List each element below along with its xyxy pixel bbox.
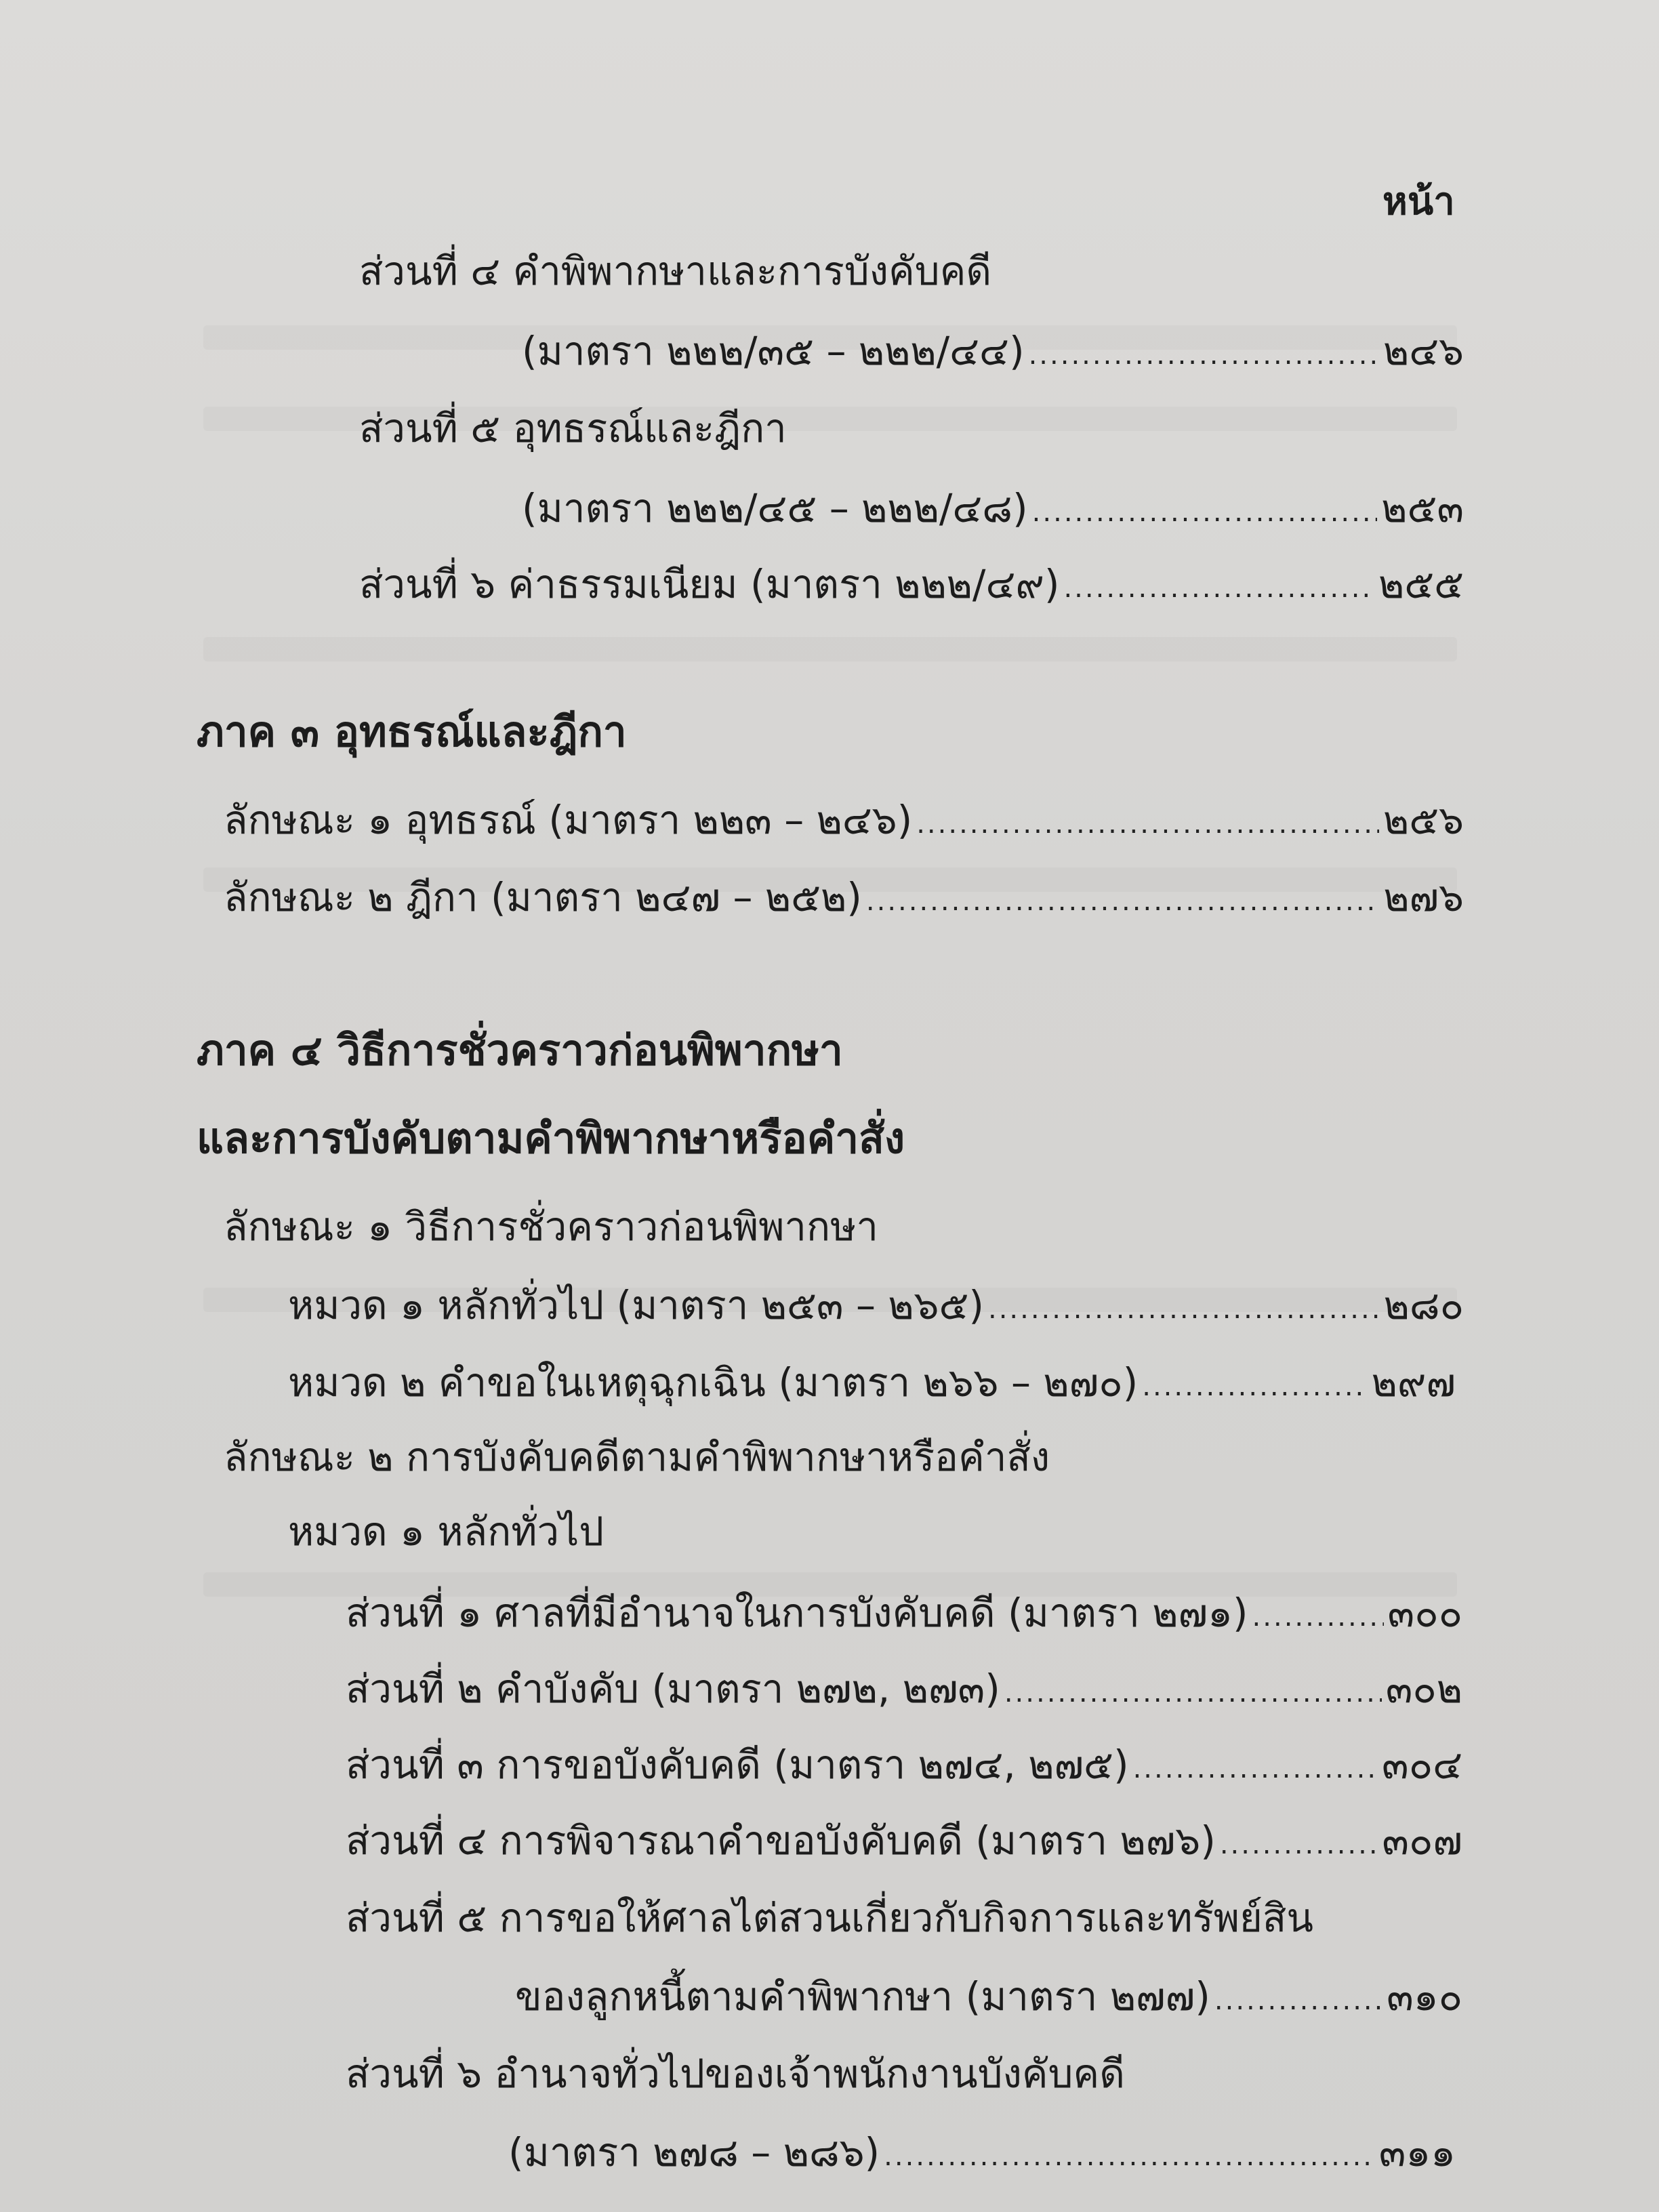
toc-entry bbox=[224, 786, 1464, 854]
toc-entry-page: ๒๕๖ bbox=[1383, 797, 1464, 843]
toc-entry bbox=[359, 394, 1456, 462]
dot-leader bbox=[884, 2118, 1375, 2186]
dot-leader bbox=[1004, 1655, 1382, 1723]
toc-entry bbox=[522, 474, 1464, 542]
toc-entry-label: ลักษณะ ๑ วิธีการชั่วคราวก่อนพิพากษา bbox=[224, 1204, 878, 1250]
toc-entry-label: ส่วนที่ ๒ คำบังคับ (มาตรา ๒๗๒, ๒๗๓) bbox=[346, 1666, 1000, 1712]
bleed-through-texture bbox=[203, 637, 1457, 661]
toc-entry bbox=[508, 2118, 1456, 2186]
toc-entry bbox=[346, 1655, 1462, 1723]
toc-entry-label: ส่วนที่ ๖ อำนาจทั่วไปของเจ้าพนักงานบังคับคดี bbox=[346, 2051, 1125, 2097]
toc-entry bbox=[288, 1498, 1456, 1565]
toc-entry-page: ๓๐๔ bbox=[1382, 1742, 1462, 1788]
toc-entry bbox=[515, 1963, 1462, 2030]
toc-entry bbox=[522, 317, 1464, 385]
toc-entry-page: ๒๘๐ bbox=[1383, 1282, 1464, 1328]
dot-leader bbox=[1220, 1807, 1378, 1875]
dot-leader bbox=[1252, 1579, 1384, 1647]
toc-entry-label: ลักษณะ ๒ การบังคับคดีตามคำพิพากษาหรือคำสั่ง bbox=[224, 1434, 1050, 1480]
toc-entry-page: ๒๕๓ bbox=[1381, 485, 1464, 531]
toc-entry-label: (มาตรา ๒๒๒/๔๕ – ๒๒๒/๔๘) bbox=[522, 485, 1028, 531]
dot-leader bbox=[988, 1271, 1380, 1339]
toc-entry-page: ๒๗๖ bbox=[1383, 874, 1464, 920]
part-heading-continued: และการบังคับตามคำพิพากษาหรือคำสั่ง bbox=[197, 1113, 905, 1163]
toc-entry bbox=[224, 1423, 1456, 1491]
toc-entry-page: ๓๑๐ bbox=[1387, 1973, 1462, 2020]
toc-entry-label: หมวด ๑ หลักทั่วไป (มาตรา ๒๕๓ – ๒๖๕) bbox=[288, 1282, 984, 1328]
toc-entry-label: ส่วนที่ ๕ การขอให้ศาลไต่สวนเกี่ยวกับกิจการและทรัพย์สิน bbox=[346, 1895, 1313, 1941]
toc-entry bbox=[288, 1349, 1456, 1416]
toc-entry bbox=[346, 1579, 1462, 1647]
toc-entry bbox=[359, 237, 1456, 305]
dot-leader bbox=[866, 863, 1379, 931]
toc-entry bbox=[224, 1193, 1456, 1261]
toc-entry-page: ๓๐๗ bbox=[1382, 1818, 1462, 1864]
dot-leader bbox=[1133, 1731, 1378, 1799]
part-heading: ภาค ๔ วิธีการชั่วคราวก่อนพิพากษา bbox=[197, 1025, 843, 1075]
toc-entry bbox=[346, 1807, 1462, 1875]
toc-entry-page: ๓๐๐ bbox=[1387, 1590, 1462, 1636]
toc-entry-label: ลักษณะ ๑ อุทธรณ์ (มาตรา ๒๒๓ – ๒๔๖) bbox=[224, 797, 913, 843]
toc-entry-page: ๒๙๗ bbox=[1371, 1359, 1456, 1406]
dot-leader bbox=[1029, 317, 1379, 385]
page-column-header: หน้า bbox=[1382, 180, 1455, 224]
dot-leader bbox=[916, 786, 1379, 854]
toc-entry-page: ๒๕๕ bbox=[1378, 561, 1464, 607]
toc-entry-label: ลักษณะ ๒ ฎีกา (มาตรา ๒๔๗ – ๒๕๒) bbox=[224, 874, 862, 920]
toc-entry bbox=[346, 1731, 1462, 1799]
dot-leader bbox=[1032, 474, 1378, 542]
toc-entry-page: ๒๔๖ bbox=[1383, 328, 1464, 374]
toc-entry bbox=[346, 2040, 1456, 2108]
toc-entry-label: ส่วนที่ ๓ การขอบังคับคดี (มาตรา ๒๗๔, ๒๗๕) bbox=[346, 1742, 1129, 1788]
toc-entry bbox=[346, 1884, 1456, 1952]
toc-entry-label: หมวด ๒ คำขอในเหตุฉุกเฉิน (มาตรา ๒๖๖ – ๒๗๐) bbox=[288, 1359, 1139, 1406]
toc-entry bbox=[359, 550, 1464, 618]
dot-leader bbox=[1214, 1963, 1382, 2030]
toc-entry-label: ส่วนที่ ๑ ศาลที่มีอำนาจในการบังคับคดี (มาตรา ๒๗๑) bbox=[346, 1590, 1248, 1636]
toc-entry-label: ส่วนที่ ๖ ค่าธรรมเนียม (มาตรา ๒๒๒/๔๙) bbox=[359, 561, 1060, 607]
toc-entry-label: ส่วนที่ ๔ คำพิพากษาและการบังคับคดี bbox=[359, 248, 992, 294]
toc-entry-label: หมวด ๑ หลักทั่วไป bbox=[288, 1509, 605, 1555]
toc-entry-page: ๓๐๒ bbox=[1385, 1666, 1462, 1712]
toc-entry-label: (มาตรา ๒๒๒/๓๕ – ๒๒๒/๔๔) bbox=[522, 328, 1025, 374]
toc-entry-label: ของลูกหนี้ตามคำพิพากษา (มาตรา ๒๗๗) bbox=[515, 1973, 1210, 2020]
toc-entry bbox=[288, 1271, 1464, 1339]
toc-entry-label: ส่วนที่ ๔ การพิจารณาคำขอบังคับคดี (มาตรา ๒๗๖) bbox=[346, 1818, 1216, 1864]
dot-leader bbox=[1063, 550, 1374, 618]
dot-leader bbox=[1142, 1349, 1367, 1416]
toc-entry-label: ส่วนที่ ๕ อุทธรณ์และฎีกา bbox=[359, 405, 787, 451]
toc-entry-label: (มาตรา ๒๗๘ – ๒๘๖) bbox=[508, 2129, 880, 2175]
part-heading: ภาค ๓ อุทธรณ์และฎีกา bbox=[197, 707, 627, 756]
toc-entry bbox=[224, 863, 1464, 931]
toc-entry-page: ๓๑๑ bbox=[1378, 2129, 1456, 2175]
